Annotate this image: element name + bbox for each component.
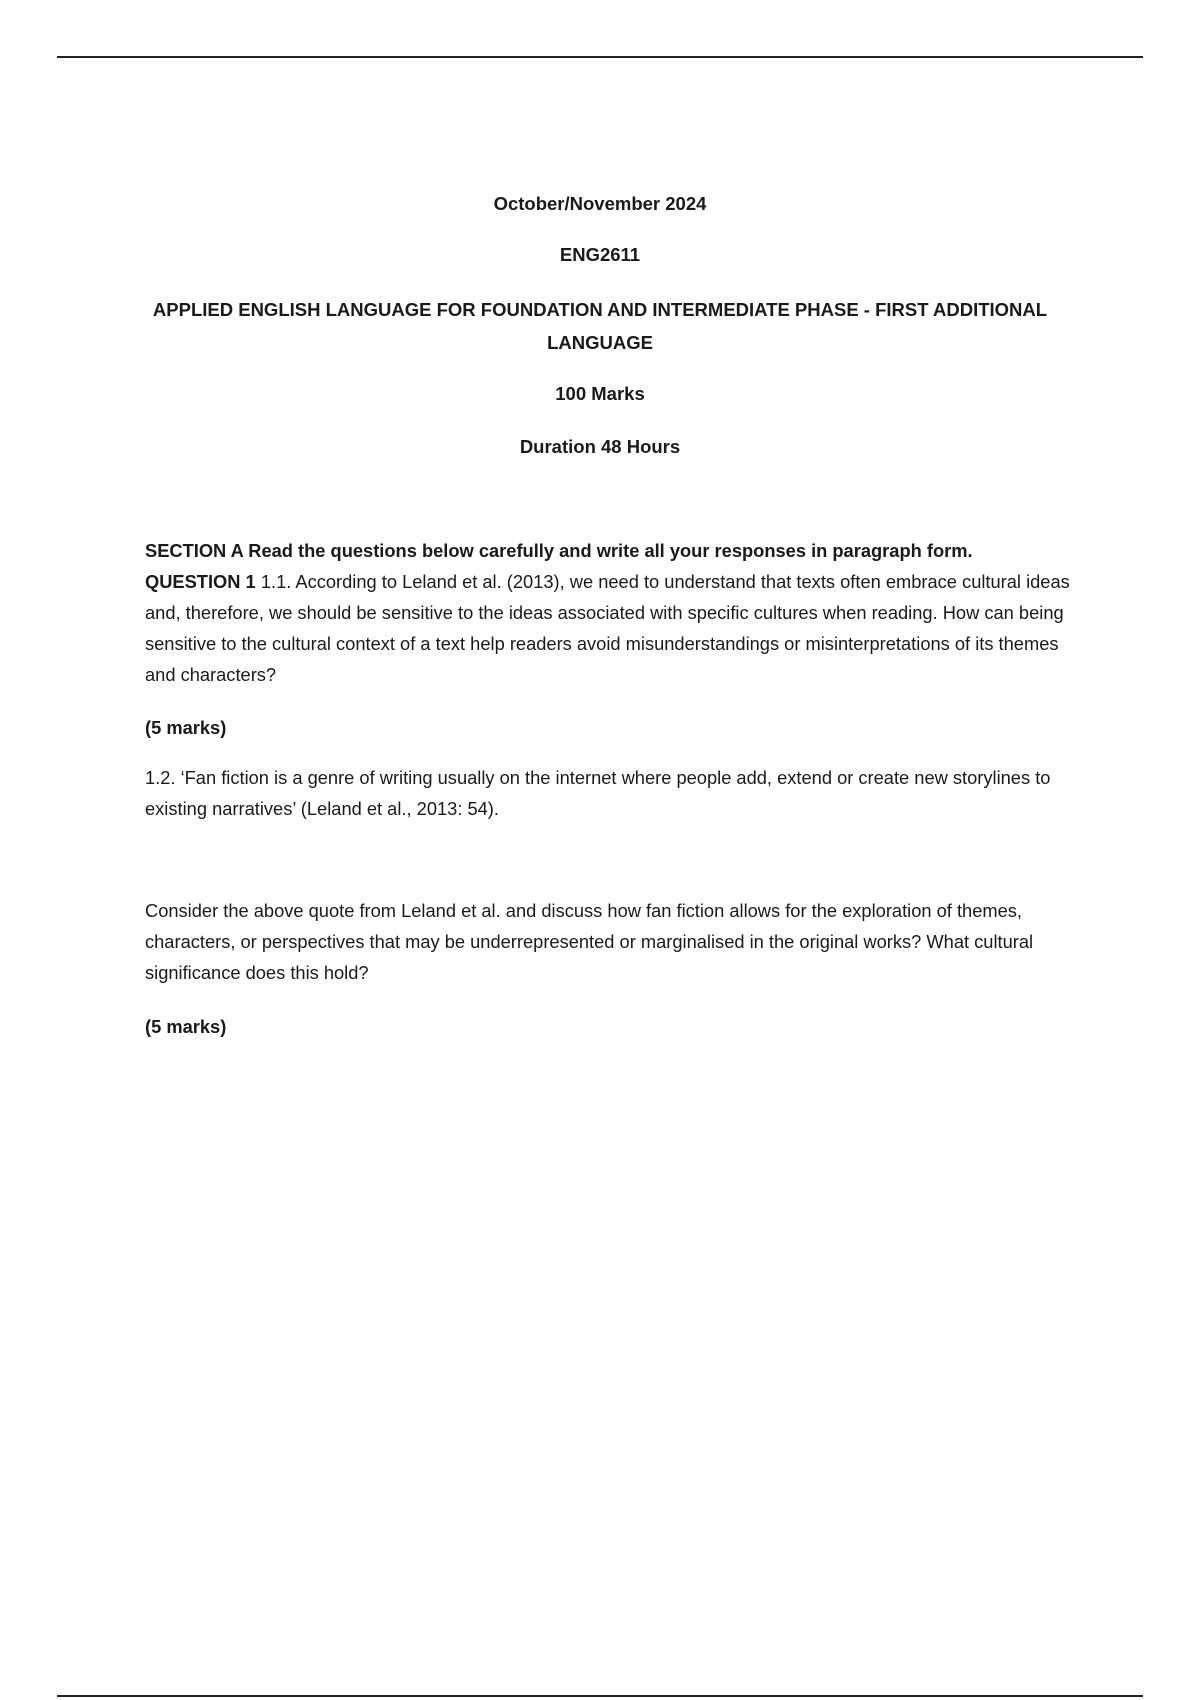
section-a-heading: SECTION A Read the questions below carefully and write all your responses in paragraph form.: [145, 540, 973, 561]
question-1-1: [145, 566, 1085, 690]
question-1-1-text: 1.1. According to Leland et al. (2013), we need to understand that texts often embrace cultural ideas and, therefore, we should be sensitive to the ideas associated with specific cultures when reading. How can being sensitive to the cultural context of a text help readers avoid misunderstandings or misinterpretations of its themes and characters?: [145, 571, 1070, 685]
top-rule: [57, 56, 1143, 58]
question-1-label: QUESTION 1: [145, 571, 256, 592]
question-1-1-marks: (5 marks): [145, 717, 227, 738]
total-marks: 100 Marks: [555, 383, 645, 404]
exam-duration: Duration 48 Hours: [519, 436, 681, 457]
exam-date: October/November 2024: [493, 193, 707, 214]
section-a-block: [145, 535, 1085, 690]
question-1-2-marks: (5 marks): [145, 1016, 227, 1037]
question-1-2-text: Consider the above quote from Leland et al. and discuss how fan fiction allows for the exploration of themes, characters, or perspectives that may be underrepresented or marginalised in the original works? What cultural significance does this hold?: [145, 900, 1034, 983]
module-title: APPLIED ENGLISH LANGUAGE FOR FOUNDATION AND INTERMEDIATE PHASE - FIRST ADDITIONAL LANGUAGE: [152, 299, 1048, 353]
question-1-2-quote: 1.2. ‘Fan fiction is a genre of writing usually on the internet where people add, extend or create new storylines to existing narratives’ (Leland et al., 2013: 54).: [145, 767, 1051, 819]
bottom-rule: [57, 1695, 1143, 1697]
module-code: ENG2611: [559, 244, 641, 265]
